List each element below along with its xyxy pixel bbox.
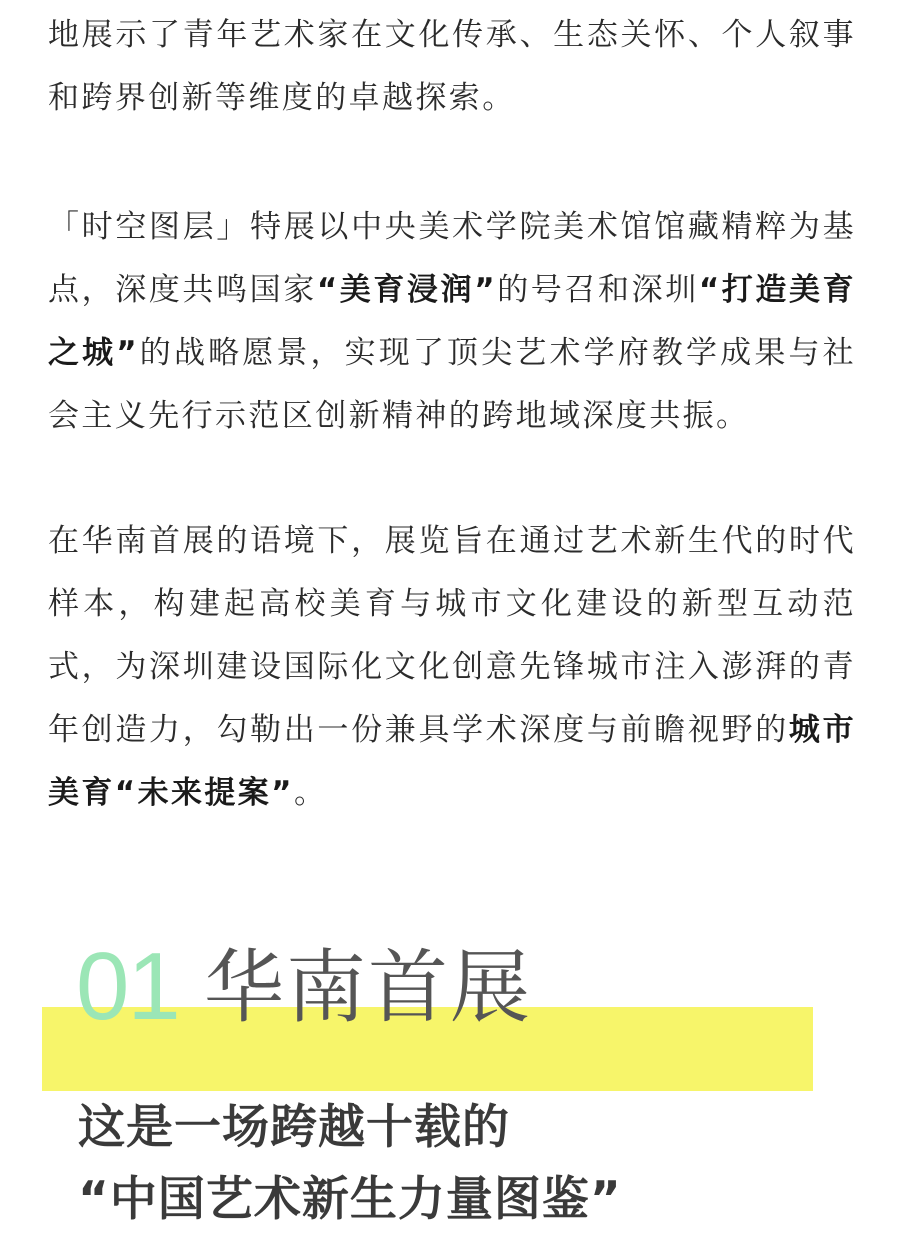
section-header [0, 930, 900, 1100]
subheading-line: “中国艺术新生力量图鉴” [78, 1172, 622, 1227]
paragraph-text: 的号召和深圳 [497, 272, 699, 308]
paragraph-text: 的战略愿景，实现了顶尖艺术学府教学成果与社会主义先行示范区创新精神的跨地域深度共振。 [48, 335, 856, 434]
body-paragraph [48, 510, 856, 825]
paragraph-text: 。 [293, 775, 328, 811]
paragraph-text: 地展示了青年艺术家在文化传承、生态关怀、个人叙事和跨界创新等维度的卓越探索。 [48, 17, 856, 116]
section-number: 01 [76, 933, 179, 1040]
body-paragraph [48, 4, 856, 130]
emphasis-text: 城市美育“未来提案” [48, 712, 856, 811]
emphasis-text: “打造美育之城” [48, 272, 857, 371]
emphasis-text: “美育浸润” [316, 272, 497, 308]
body-paragraph [48, 196, 856, 448]
paragraph-text: 在华南首展的语境下，展览旨在通过艺术新生代的时代样本，构建起高校美育与城市文化建设的新型互动范式，为深圳建设国际化文化创意先锋城市注入澎湃的青年创造力，勾勒出一份兼具学术深度与前瞻视野的 [48, 523, 856, 748]
section-title: 华南首展 [204, 941, 532, 1034]
section-subheading [78, 1092, 878, 1236]
paragraph-text: 「时空图层」特展以中央美术学院美术馆馆藏精粹为基点，深度共鸣国家 [48, 209, 856, 308]
subheading-line: 这是一场跨越十载的 [78, 1100, 510, 1155]
